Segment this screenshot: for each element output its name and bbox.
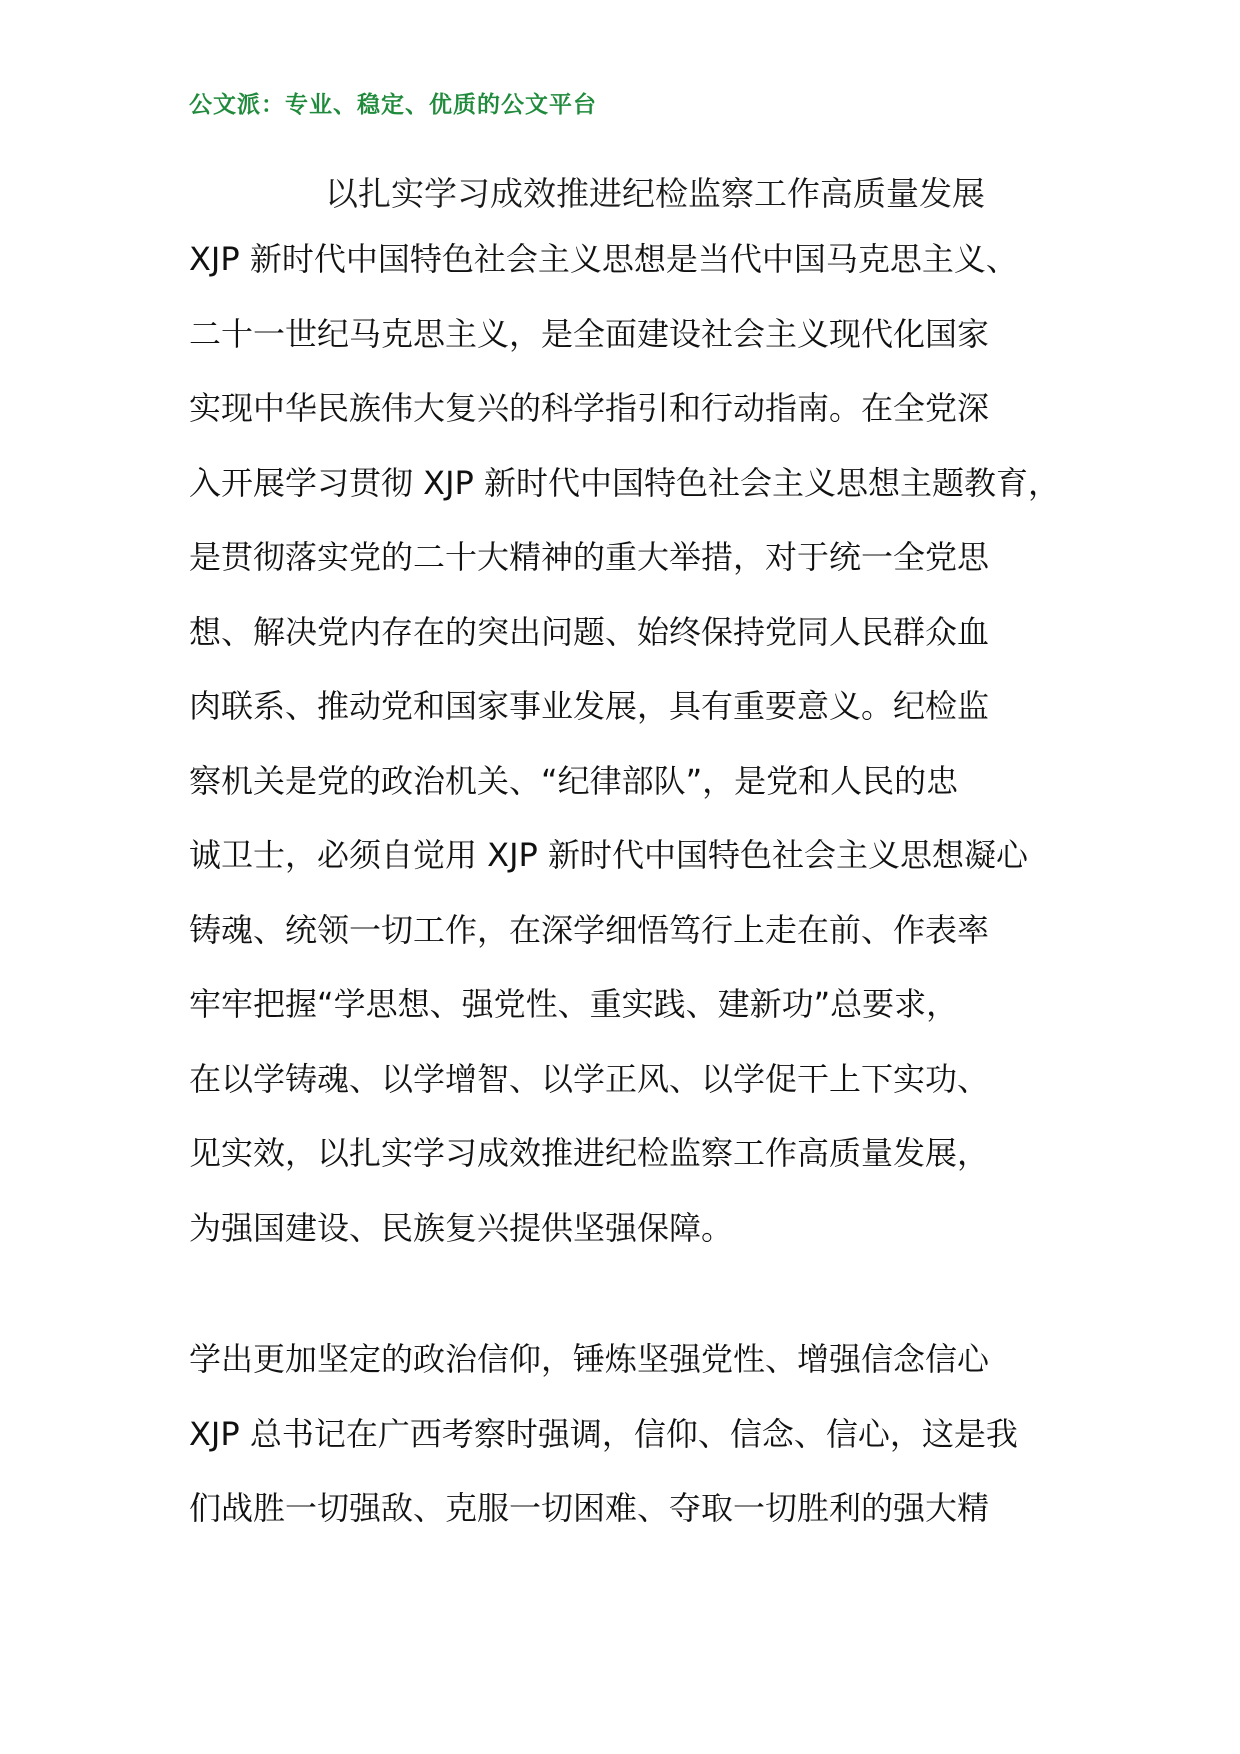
paragraph-line: XJP 总书记在广西考察时强调，信仰、信念、信心，这是我	[189, 1414, 1018, 1453]
paragraph-line: 在以学铸魂、以学增智、以学正风、以学促干上下实功、	[189, 1059, 990, 1098]
paragraph-line: 学出更加坚定的政治信仰，锤炼坚强党性、增强信念信心	[189, 1340, 990, 1378]
paragraph-line: 实现中华民族伟大复兴的科学指引和行动指南。在全党深	[189, 389, 990, 427]
paragraph-line: 肉联系、推动党和国家事业发展，具有重要意义。纪检监	[189, 687, 990, 725]
paragraph-line: 铸魂、统领一切工作，在深学细悟笃行上走在前、作表率	[189, 910, 990, 949]
paragraph-line: 为强国建设、民族复兴提供坚强保障。	[189, 1208, 734, 1247]
paragraph-line: 是贯彻落实党的二十大精神的重大举措，对于统一全党思	[189, 538, 990, 576]
document-title: 以扎实学习成效推进纪检监察工作高质量发展	[325, 174, 985, 213]
paragraph-line: 诚卫士，必须自觉用 XJP 新时代中国特色社会主义思想凝心	[189, 836, 1029, 874]
paragraph-line: 想、解决党内存在的突出问题、始终保持党同人民群众血	[189, 612, 990, 651]
paragraph-line: 见实效，以扎实学习成效推进纪检监察工作高质量发展，	[189, 1134, 990, 1172]
paragraph-1	[189, 222, 1089, 1265]
header-tagline: 公文派：专业、稳定、优质的公文平台	[189, 92, 597, 118]
paragraph-line: 二十一世纪马克思主义，是全面建设社会主义现代化国家	[189, 314, 990, 353]
paragraph-line: 牢牢把握“学思想、强党性、重实践、建新功”总要求，	[189, 985, 959, 1023]
paragraph-line: 们战胜一切强敌、克服一切困难、夺取一切胜利的强大精	[189, 1489, 990, 1527]
paragraph-line: 入开展学习贯彻 XJP 新时代中国特色社会主义思想主题教育，	[189, 463, 1061, 502]
paragraph-2	[189, 1322, 1089, 1546]
paragraph-line: XJP 新时代中国特色社会主义思想是当代中国马克思主义、	[189, 240, 1018, 278]
paragraph-line: 察机关是党的政治机关、“纪律部队”，是党和人民的忠	[189, 761, 959, 800]
